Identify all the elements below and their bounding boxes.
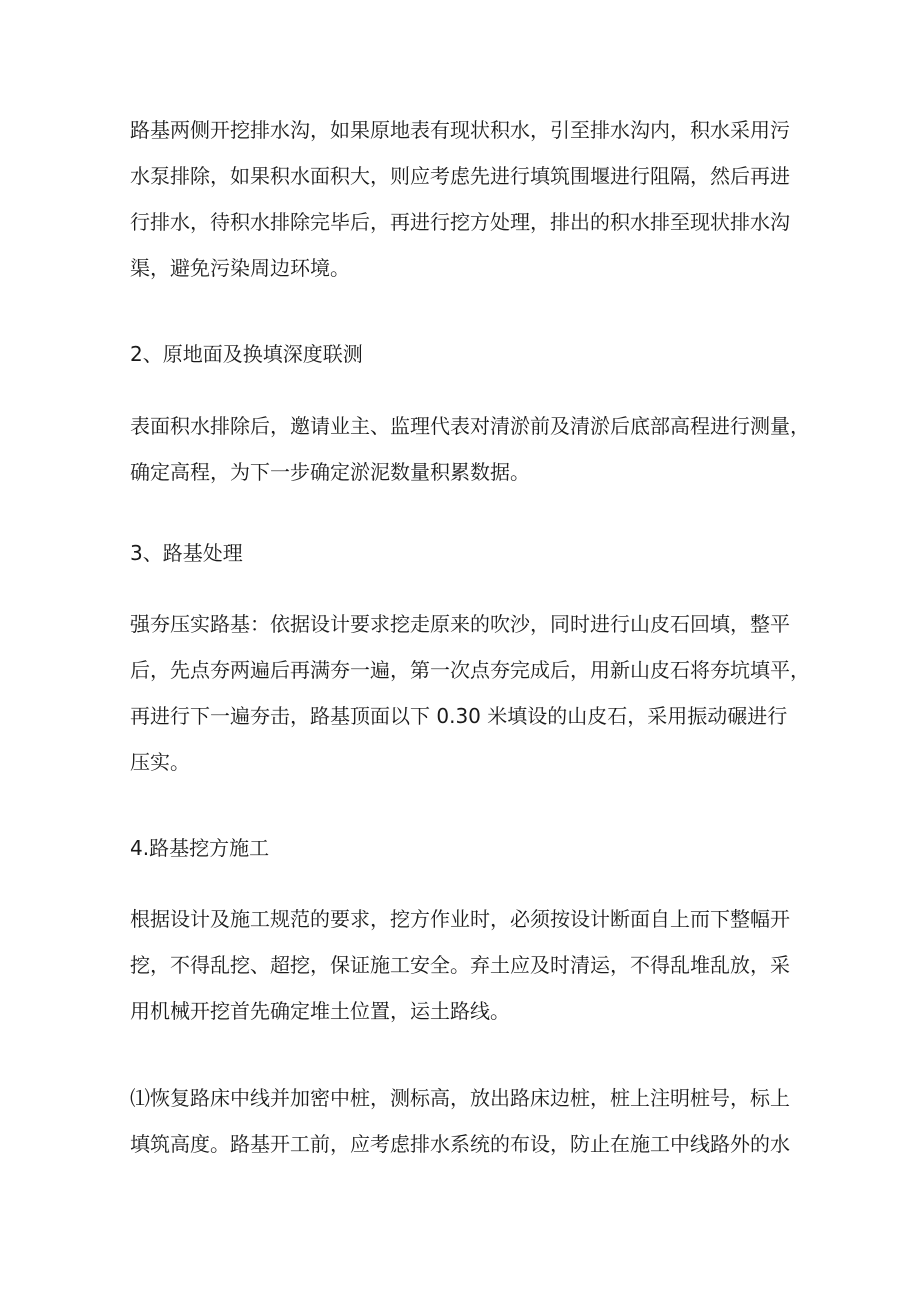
section-heading-2: 2、原地面及换填深度联测 — [130, 342, 363, 366]
paragraph-line: 强夯压实路基：依据设计要求挖走原来的吹沙，同时进行山皮石回填，整平 — [130, 612, 790, 636]
paragraph-line: 用机械开挖首先确定堆土位置，运土路线。 — [130, 999, 510, 1023]
paragraph-survey — [130, 403, 810, 495]
paragraph-excavation — [130, 896, 798, 1034]
paragraph-line: 水泵排除，如果积水面积大，则应考虑先进行填筑围堰进行阻隔，然后再进 — [130, 164, 790, 188]
paragraph-line: 行排水，待积水排除完毕后，再进行挖方处理，排出的积水排至现状排水沟 — [130, 210, 790, 234]
paragraph-line: 根据设计及施工规范的要求，挖方作业时，必须按设计断面自上而下整幅开 — [130, 907, 790, 931]
paragraph-line: 再进行下一遍夯击，路基顶面以下 0.30 米填设的山皮石，采用振动碾进行 — [130, 704, 788, 728]
paragraph-line: 路基两侧开挖排水沟，如果原地表有现状积水，引至排水沟内，积水采用污 — [130, 118, 790, 142]
paragraph-line: 填筑高度。路基开工前，应考虑排水系统的布设，防止在施工中线路外的水 — [130, 1132, 790, 1156]
paragraph-line: 挖，不得乱挖、超挖，保证施工安全。弃土应及时清运，不得乱堆乱放，采 — [130, 953, 790, 977]
paragraph-drainage — [130, 107, 798, 291]
paragraph-line: 压实。 — [130, 750, 190, 774]
paragraph-line: 表面积水排除后，邀请业主、监理代表对清淤前及清淤后底部高程进行测量， — [130, 414, 810, 438]
section-heading-3: 3、路基处理 — [130, 541, 243, 565]
paragraph-line: 确定高程，为下一步确定淤泥数量积累数据。 — [130, 460, 530, 484]
section-heading-4: 4.路基挖方施工 — [130, 836, 270, 860]
paragraph-line: 渠，避免污染周边环境。 — [130, 256, 350, 280]
paragraph-subgrade-treatment — [130, 601, 810, 785]
paragraph-centerline — [130, 1075, 798, 1167]
paragraph-line: 后，先点夯两遍后再满夯一遍，第一次点夯完成后，用新山皮石将夯坑填平， — [130, 658, 810, 682]
paragraph-line: ⑴恢复路床中线并加密中桩，测标高，放出路床边桩，桩上注明桩号，标上 — [130, 1086, 790, 1110]
